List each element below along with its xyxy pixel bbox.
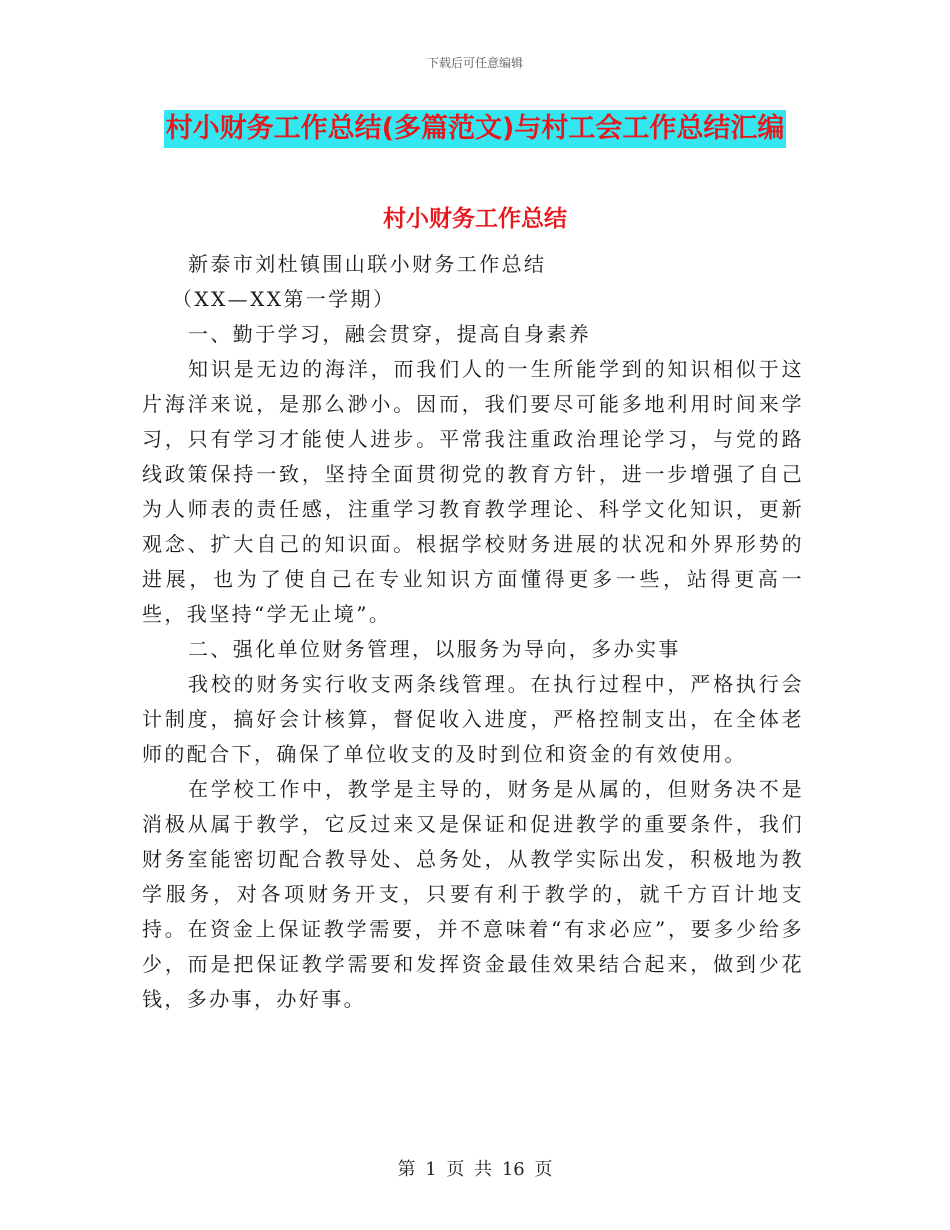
main-title: 村小财务工作总结(多篇范文)与村工会工作总结汇编 — [164, 110, 787, 148]
paragraph-learning: 知识是无边的海洋，而我们人的一生所能学到的知识相似于这片海洋来说，是那么渺小。因而，我们要尽可能多地利用时间来学习，只有学习才能使人进步。平常我注重政治理论学习，与党的路线政策保持一致，坚持全面贯彻党的教育方针，进一步增强了自己为人师表的责任感，注重学习教育教学理论、科学文化知识，更新观念、扩大自己的知识面。根据学校财务进展的状况和外界形势的进展，也为了使自己在专业知识方面懂得更多一些，站得更高一些，我坚持“学无止境”。 — [142, 357, 804, 626]
heading-section-one: 一、勤于学习，融会贯穿，提高自身素养 — [188, 322, 592, 346]
section-title: 村小财务工作总结 — [383, 206, 567, 232]
heading-section-two: 二、强化单位财务管理，以服务为导向，多办实事 — [188, 637, 681, 661]
paragraph-teaching-support: 在学校工作中，教学是主导的，财务是从属的，但财务决不是消极从属于教学，它反过来又是保证和促进教学的重要条件，我们财务室能密切配合教导处、总务处，从教学实际出发，积极地为教学服务，对各项财务开支，只要有利于教学的，就千方百计地支持。在资金上保证教学需要，并不意味着“有求必应”，要多少给多少，而是把保证教学需要和发挥资金最佳效果结合起来，做到少花钱，多办事，办好事。 — [142, 777, 804, 1011]
paragraph-term: （XX—XX第一学期） — [172, 287, 396, 311]
paragraph-finance-management: 我校的财务实行收支两条线管理。在执行过程中，严格执行会计制度，搞好会计核算，督促收入进度，严格控制支出，在全体老师的配合下，确保了单位收支的及时到位和资金的有效使用。 — [142, 672, 804, 766]
main-title-container — [0, 110, 950, 148]
page-number: 第 1 页 共 16 页 — [397, 1159, 553, 1180]
paragraph-school-name: 新泰市刘杜镇围山联小财务工作总结 — [188, 252, 547, 276]
header-note: 下载后可任意编辑 — [426, 56, 523, 70]
document-body — [142, 247, 804, 1017]
